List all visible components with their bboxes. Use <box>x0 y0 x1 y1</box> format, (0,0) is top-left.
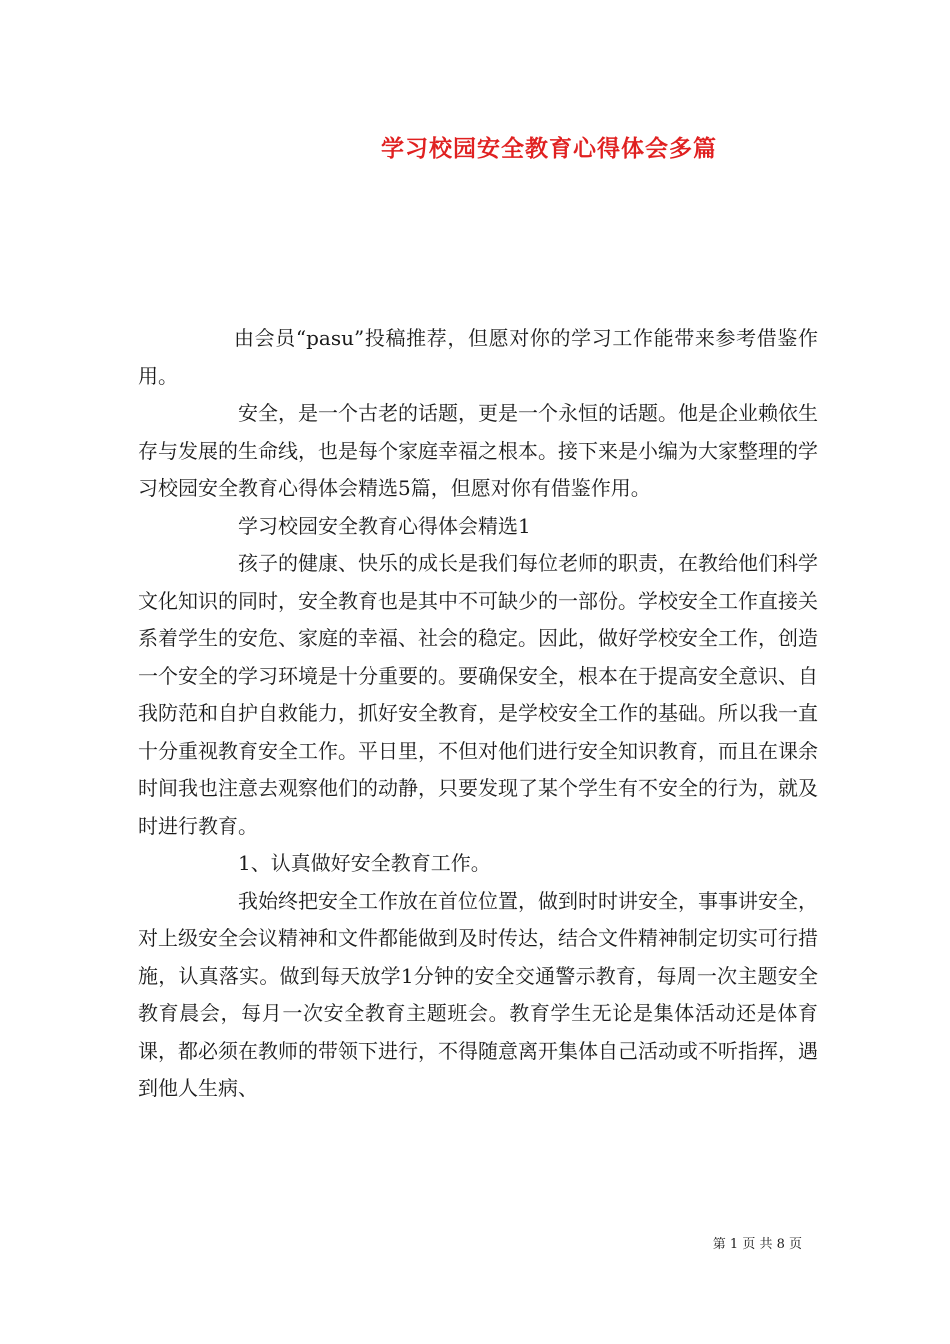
numbered-heading: 1、认真做好安全教育工作。 <box>238 851 491 875</box>
intro-paragraph: 由会员“pasu”投稿推荐，但愿对你的学习工作能带来参考借鉴作用。 <box>138 326 818 388</box>
section-heading: 学习校园安全教育心得体会精选1 <box>238 513 531 538</box>
page-number-footer: 第 1 页 共 8 页 <box>712 1237 802 1252</box>
body-paragraph: 我始终把安全工作放在首位位置，做到时时讲安全，事事讲安全，对上级安全会议精神和文件都能做到及时传达，结合文件精神制定切实可行措施，认真落实。做到每天放学1分钟的安全交通警示教育，每周一次主题安全教育晨会，每月一次安全教育主题班会。教育学生无论是集体活动还是体育课，都必须在教师的带领下进行，不得随意离开集体自己活动或不听指挥，遇到他人生病、 <box>138 888 818 1100</box>
document-title: 学习校园安全教育心得体会多篇 <box>381 135 717 162</box>
body-paragraph: 孩子的健康、快乐的成长是我们每位老师的职责，在教给他们科学文化知识的同时，安全教育也是其中不可缺少的一部份。学校安全工作直接关系着学生的安危、家庭的幸福、社会的稳定。因此，做好学校安全工作，创造一个安全的学习环境是十分重要的。要确保安全，根本在于提高安全意识、自我防范和自护自救能力，抓好安全教育，是学校安全工作的基础。所以我一直十分重视教育安全工作。平日里，不但对他们进行安全知识教育，而且在课余时间我也注意去观察他们的动静，只要发现了某个学生有不安全的行为，就及时进行教育。 <box>138 551 818 838</box>
body-paragraph: 安全，是一个古老的话题，更是一个永恒的话题。他是企业赖依生存与发展的生命线，也是每个家庭幸福之根本。接下来是小编为大家整理的学习校园安全教育心得体会精选5篇，但愿对你有借鉴作用。 <box>138 401 818 500</box>
document-body <box>138 320 818 1108</box>
